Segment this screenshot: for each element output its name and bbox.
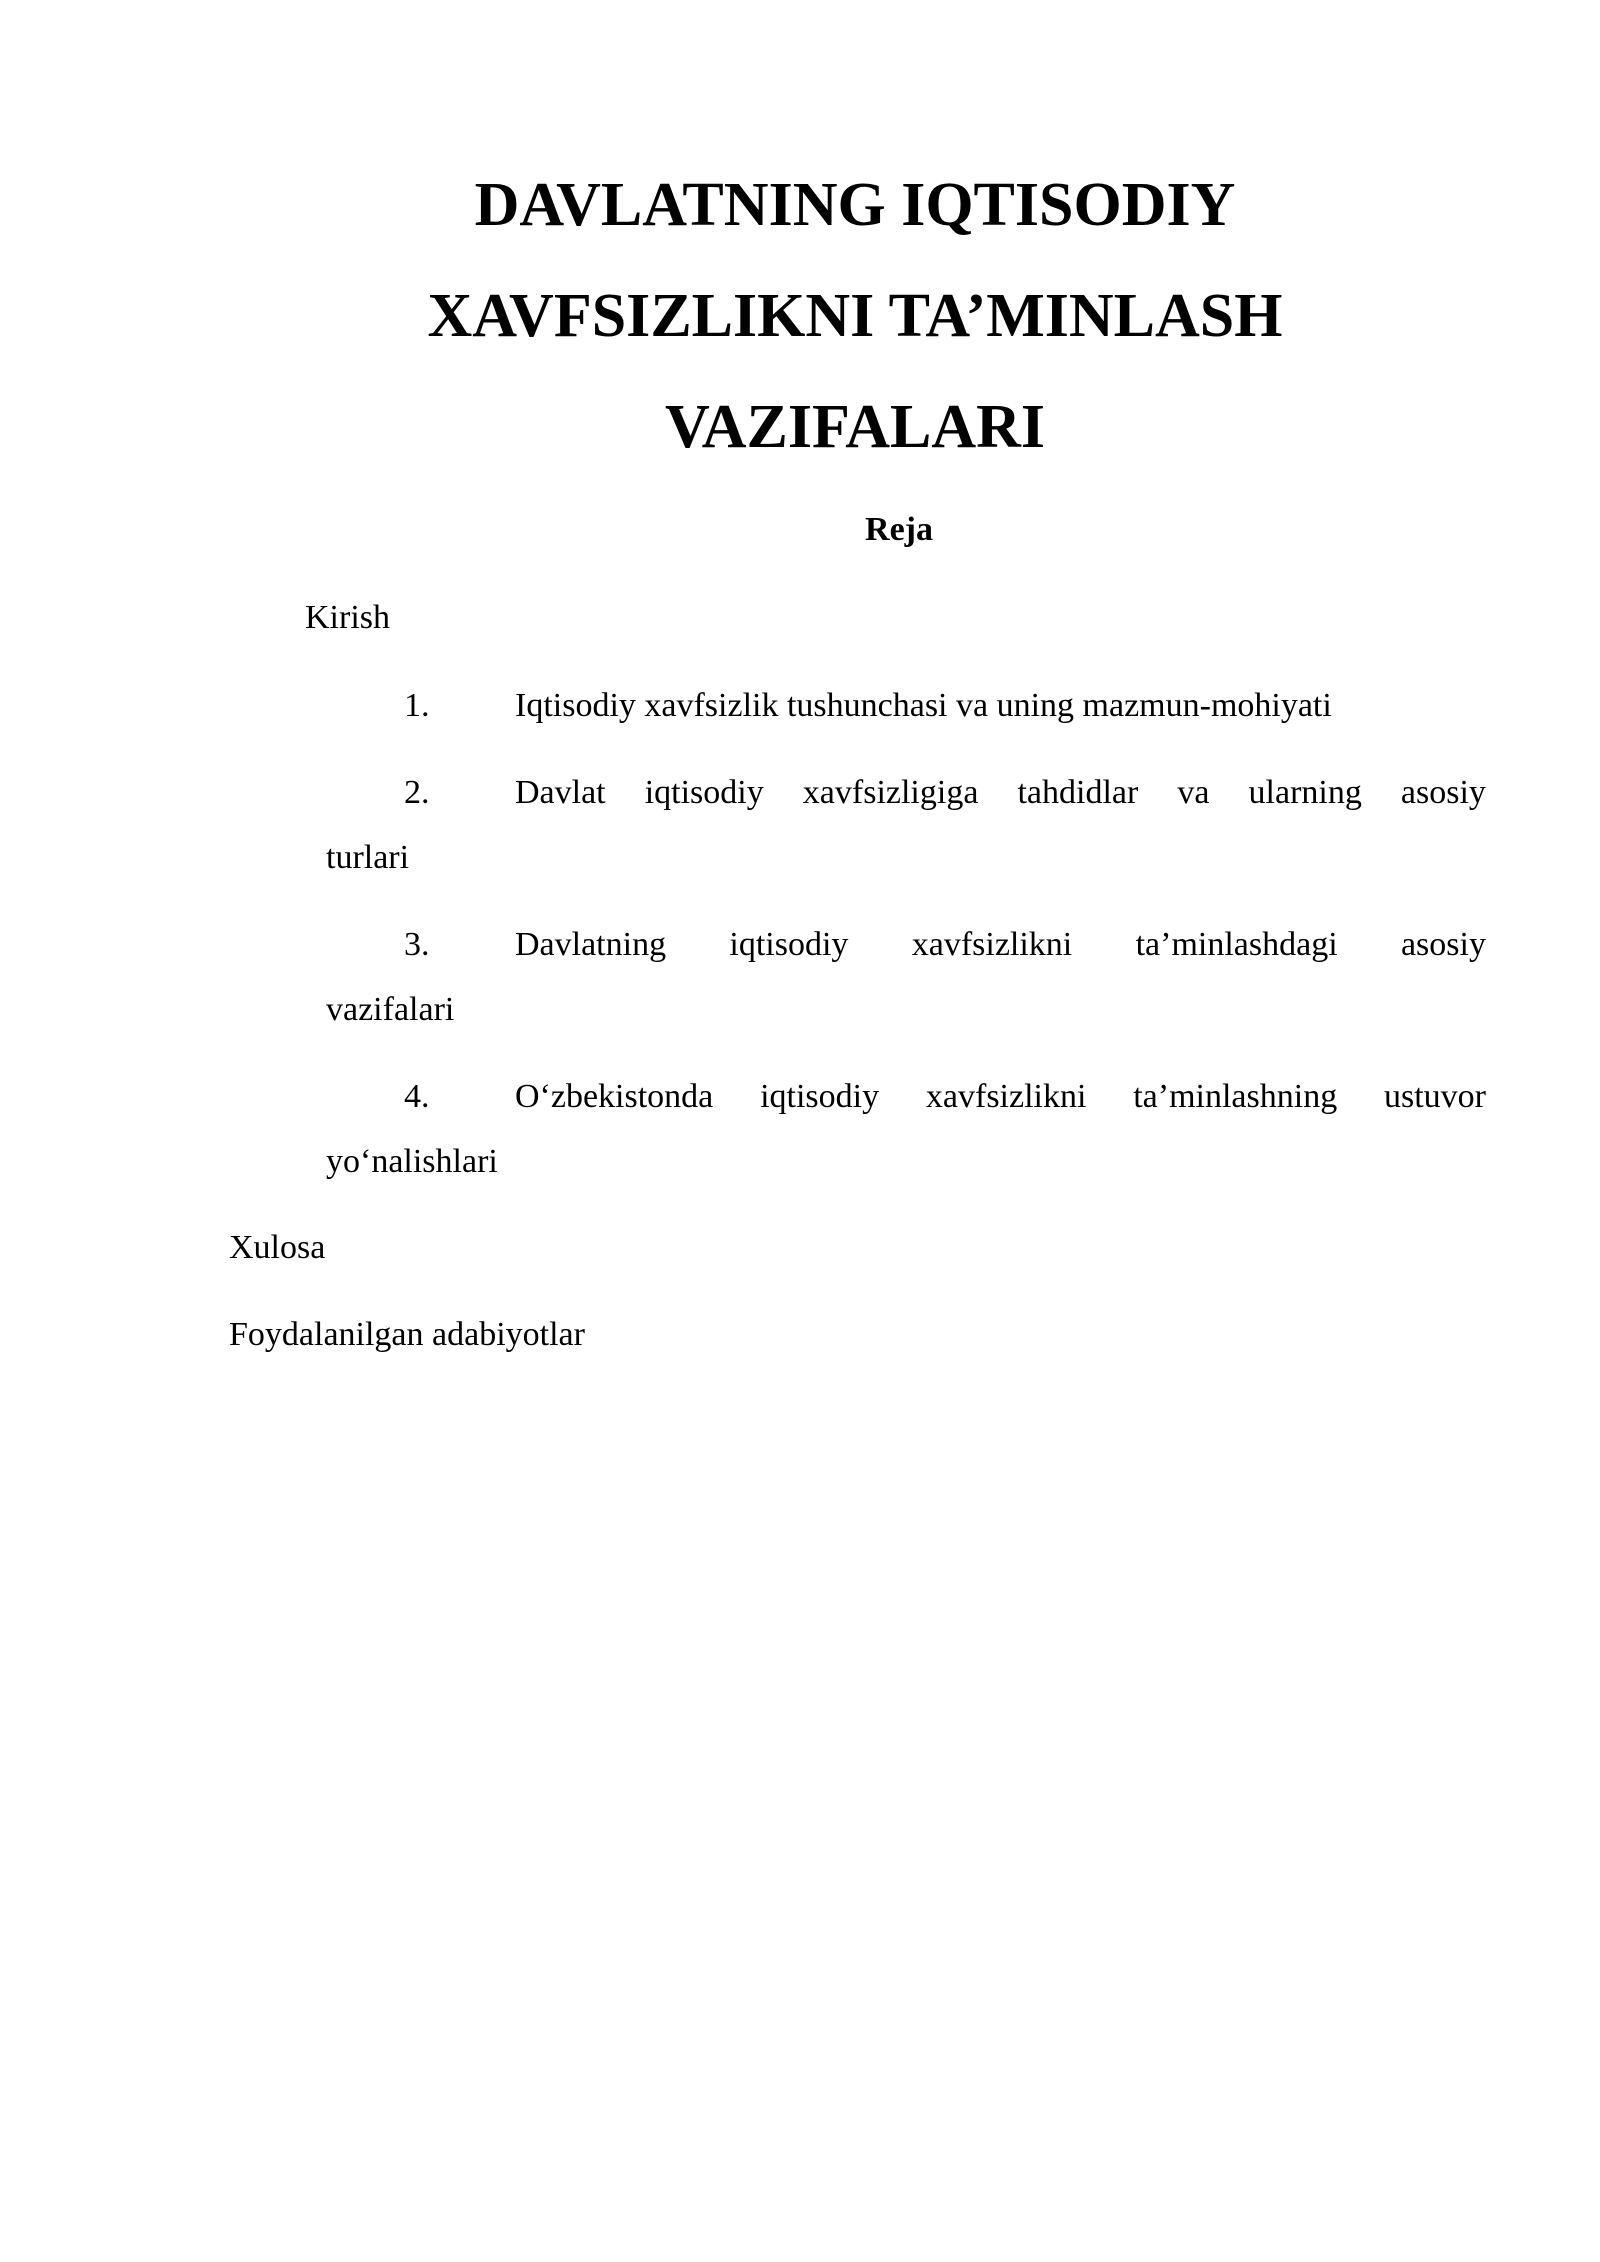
plan-item-number: 1. — [404, 687, 430, 724]
plan-item-text: O‘zbekistonda iqtisodiy xavfsizlikni ta’minlashning ustuvor — [515, 1078, 1486, 1115]
plan-item-text: Davlat iqtisodiy xavfsizligiga tahdidlar va ularning asosiy — [515, 774, 1486, 811]
plan-item-continuation: turlari — [326, 839, 410, 876]
title-line-3: VAZIFALARI — [664, 393, 1046, 461]
conclusion-entry: Xulosa — [229, 1229, 326, 1266]
document-title — [330, 150, 1380, 483]
plan-item-continuation: yo‘nalishlari — [326, 1143, 498, 1180]
plan-item-4 — [326, 1064, 1486, 1194]
plan-item-text: Davlatning iqtisodiy xavfsizlikni ta’minlashdagi asosiy — [515, 926, 1486, 963]
references-entry: Foydalanilgan adabiyotlar — [229, 1316, 585, 1353]
plan-item-text: Iqtisodiy xavfsizlik tushunchasi va uning mazmun-mohiyati — [515, 687, 1332, 724]
plan-item-1 — [326, 673, 1486, 738]
plan-item-2 — [326, 760, 1486, 890]
plan-heading: Reja — [865, 511, 933, 548]
plan-item-3 — [326, 912, 1486, 1042]
plan-item-number: 2. — [404, 774, 430, 811]
plan-item-number: 4. — [404, 1078, 430, 1115]
title-line-2: XAVFSIZLIKNI TA’MINLASH — [427, 282, 1283, 350]
plan-item-number: 3. — [404, 926, 430, 963]
title-line-1: DAVLATNING IQTISODIY — [474, 171, 1236, 239]
plan-item-continuation: vazifalari — [326, 991, 455, 1028]
intro-entry: Kirish — [305, 599, 390, 636]
